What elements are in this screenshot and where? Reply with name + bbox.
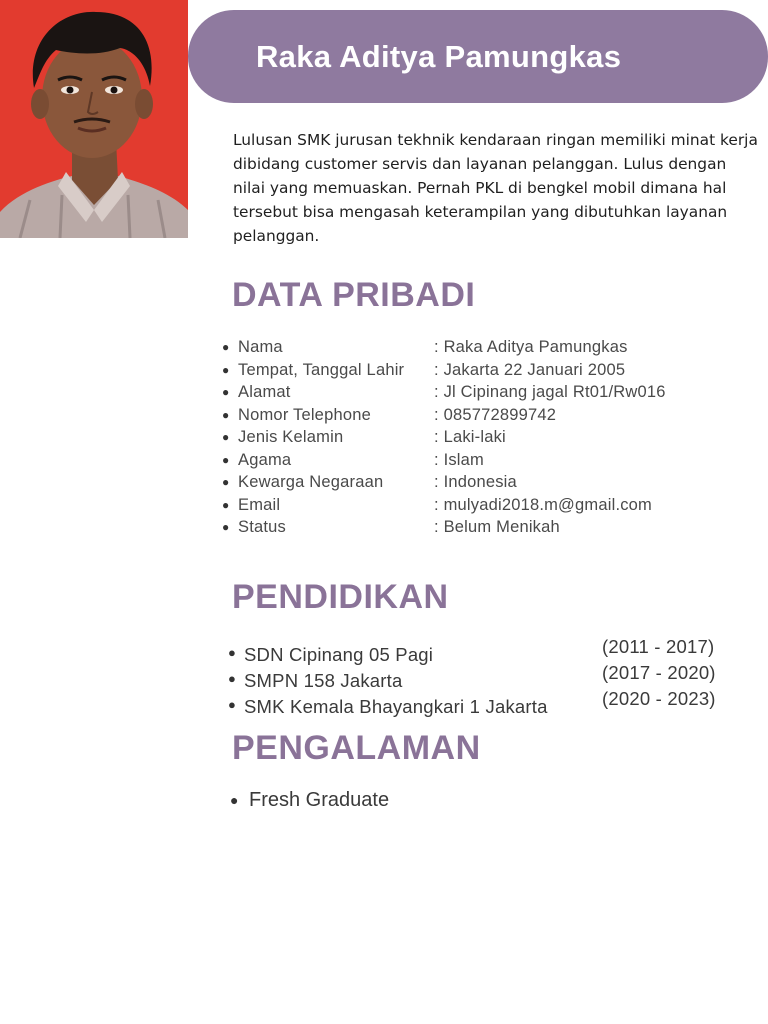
bullet-icon: ● <box>222 407 230 422</box>
section-title-personal-data: DATA PRIBADI <box>232 276 476 314</box>
list-item <box>222 449 666 472</box>
bullet-icon: ● <box>222 520 230 534</box>
bullet-icon: ● <box>228 671 236 687</box>
field-label: Tempat, Tanggal Lahir <box>238 360 405 379</box>
list-item <box>222 404 666 427</box>
school-name: SMPN 158 Jakarta <box>244 670 403 691</box>
bullet-icon: ● <box>222 497 230 512</box>
person-photo-icon <box>0 0 188 238</box>
school-years: (2020 - 2023) <box>602 688 716 709</box>
list-item <box>222 516 666 539</box>
field-value: : 085772899742 <box>434 405 557 424</box>
list-item <box>222 359 666 382</box>
field-label: Status <box>238 518 286 536</box>
section-title-education: PENDIDIKAN <box>232 578 449 616</box>
field-label: Alamat <box>238 383 291 401</box>
field-label: Agama <box>238 450 292 469</box>
list-item <box>222 381 666 404</box>
school-name: SMK Kemala Bhayangkari 1 Jakarta <box>244 696 548 717</box>
bullet-icon: ● <box>222 340 230 354</box>
section-title-experience: PENGALAMAN <box>232 729 481 767</box>
field-value: : Belum Menikah <box>434 518 560 536</box>
full-name: Raka Aditya Pamungkas <box>256 38 622 74</box>
profile-summary: Lulusan SMK jurusan tekhnik kendaraan ringan memiliki minat kerja dibidang customer servis dan layanan pelanggan. Lulus dengan nilai yang memuaskan. Pernah PKL di bengkel mobil dimana hal tersebut bisa mengasah keterampilan yang dibutuhkan layanan pelanggan. <box>233 131 758 245</box>
bullet-icon: ● <box>222 430 230 444</box>
bullet-icon: ● <box>228 697 236 713</box>
name-banner <box>188 10 768 103</box>
field-value: : Islam <box>434 450 484 469</box>
field-value: : mulyadi2018.m@gmail.com <box>434 495 652 514</box>
bullet-icon: ● <box>222 362 230 377</box>
bullet-icon: ● <box>222 475 230 489</box>
list-item <box>222 426 666 449</box>
field-value: : Raka Aditya Pamungkas <box>434 338 628 356</box>
profile-photo <box>0 0 188 238</box>
field-label: Nama <box>238 338 283 356</box>
personal-data-list <box>222 336 666 539</box>
field-label: Jenis Kelamin <box>238 428 344 446</box>
list-item <box>222 336 666 359</box>
field-label: Nomor Telephone <box>238 405 371 424</box>
bullet-icon: ● <box>222 385 230 399</box>
school-years: (2011 - 2017) <box>602 636 715 657</box>
field-value: : Jl Cipinang jagal Rt01/Rw016 <box>434 383 666 401</box>
bullet-icon: ● <box>222 452 230 467</box>
list-item <box>230 786 389 814</box>
bullet-icon: ● <box>230 792 239 808</box>
field-label: Email <box>238 495 281 514</box>
list-item <box>228 688 748 717</box>
field-value: : Indonesia <box>434 473 517 491</box>
list-item <box>222 471 666 494</box>
field-value: : Jakarta 22 Januari 2005 <box>434 360 626 379</box>
list-item <box>222 494 666 517</box>
school-years: (2017 - 2020) <box>602 662 716 683</box>
experience-list <box>230 786 389 814</box>
school-name: SDN Cipinang 05 Pagi <box>244 644 434 665</box>
education-list <box>228 636 748 717</box>
bullet-icon: ● <box>228 645 236 661</box>
field-label: Kewarga Negaraan <box>238 473 384 491</box>
field-value: : Laki-laki <box>434 428 506 446</box>
experience-item: Fresh Graduate <box>249 788 390 811</box>
